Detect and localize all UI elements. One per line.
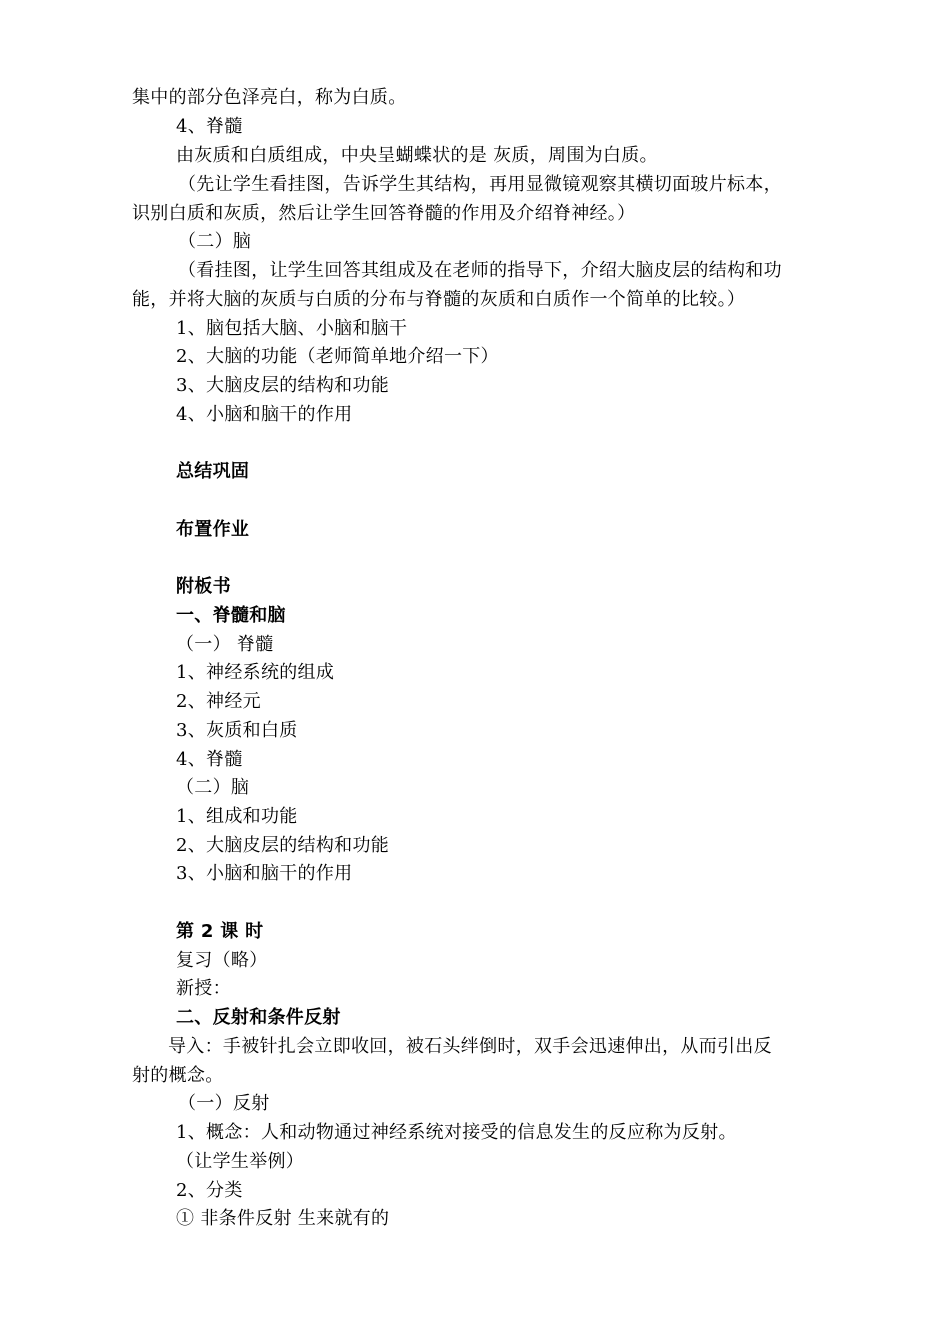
- section-heading: 一、脊髓和脑: [176, 605, 286, 626]
- list-item: 3、小脑和脑干的作用: [176, 863, 353, 884]
- subsection-title: （二）脑: [176, 777, 250, 798]
- section-item: 4、脊髓: [176, 116, 243, 137]
- list-item: 2、分类: [176, 1180, 243, 1201]
- list-item: 3、灰质和白质: [176, 720, 298, 741]
- list-item: 2、神经元: [176, 691, 261, 712]
- paragraph-line: 新授：: [176, 978, 231, 999]
- list-item: 4、小脑和脑干的作用: [176, 404, 353, 425]
- section-heading: 二、反射和条件反射: [176, 1007, 341, 1028]
- list-item: 1、脑包括大脑、小脑和脑干: [176, 318, 408, 339]
- paragraph-line: （看挂图，让学生回答其组成及在老师的指导下，介绍大脑皮层的结构和功: [178, 260, 782, 281]
- paragraph-line: 能，并将大脑的灰质与白质的分布与脊髓的灰质和白质作一个简单的比较。）: [132, 289, 746, 310]
- paragraph-line: 导入：手被针扎会立即收回，被石头绊倒时，双手会迅速伸出，从而引出反: [168, 1036, 772, 1057]
- subsection-title: （一）反射: [178, 1093, 270, 1114]
- paragraph-line: 射的概念。: [132, 1065, 224, 1086]
- list-item: 1、组成和功能: [176, 806, 298, 827]
- paragraph-line: （让学生举例）: [176, 1151, 305, 1172]
- paragraph-line: 识别白质和灰质，然后让学生回答脊髓的作用及介绍脊神经。）: [132, 203, 636, 224]
- section-heading: 布置作业: [176, 519, 250, 540]
- section-heading: 总结巩固: [176, 461, 250, 482]
- subsection-title: （二）脑: [178, 231, 252, 252]
- list-item: 4、脊髓: [176, 749, 243, 770]
- list-item: 2、大脑的功能（老师简单地介绍一下）: [176, 346, 499, 367]
- list-item: 3、大脑皮层的结构和功能: [176, 375, 390, 396]
- list-item: 2、大脑皮层的结构和功能: [176, 835, 390, 856]
- paragraph-line: 集中的部分色泽亮白，称为白质。: [132, 87, 407, 108]
- list-item: ① 非条件反射 生来就有的: [176, 1208, 390, 1229]
- paragraph-line: 由灰质和白质组成，中央呈蝴蝶状的是 灰质，周围为白质。: [176, 145, 658, 166]
- list-item: 1、神经系统的组成: [176, 662, 335, 683]
- paragraph-line: （先让学生看挂图，告诉学生其结构，再用显微镜观察其横切面玻片标本，: [178, 174, 782, 195]
- lesson-heading: 第 2 课 时: [176, 921, 264, 942]
- section-heading: 附板书: [176, 576, 231, 597]
- subsection-title: （一） 脊髓: [176, 634, 274, 655]
- list-item: 1、概念：人和动物通过神经系统对接受的信息发生的反应称为反射。: [176, 1122, 737, 1143]
- paragraph-line: 复习（略）: [176, 950, 268, 971]
